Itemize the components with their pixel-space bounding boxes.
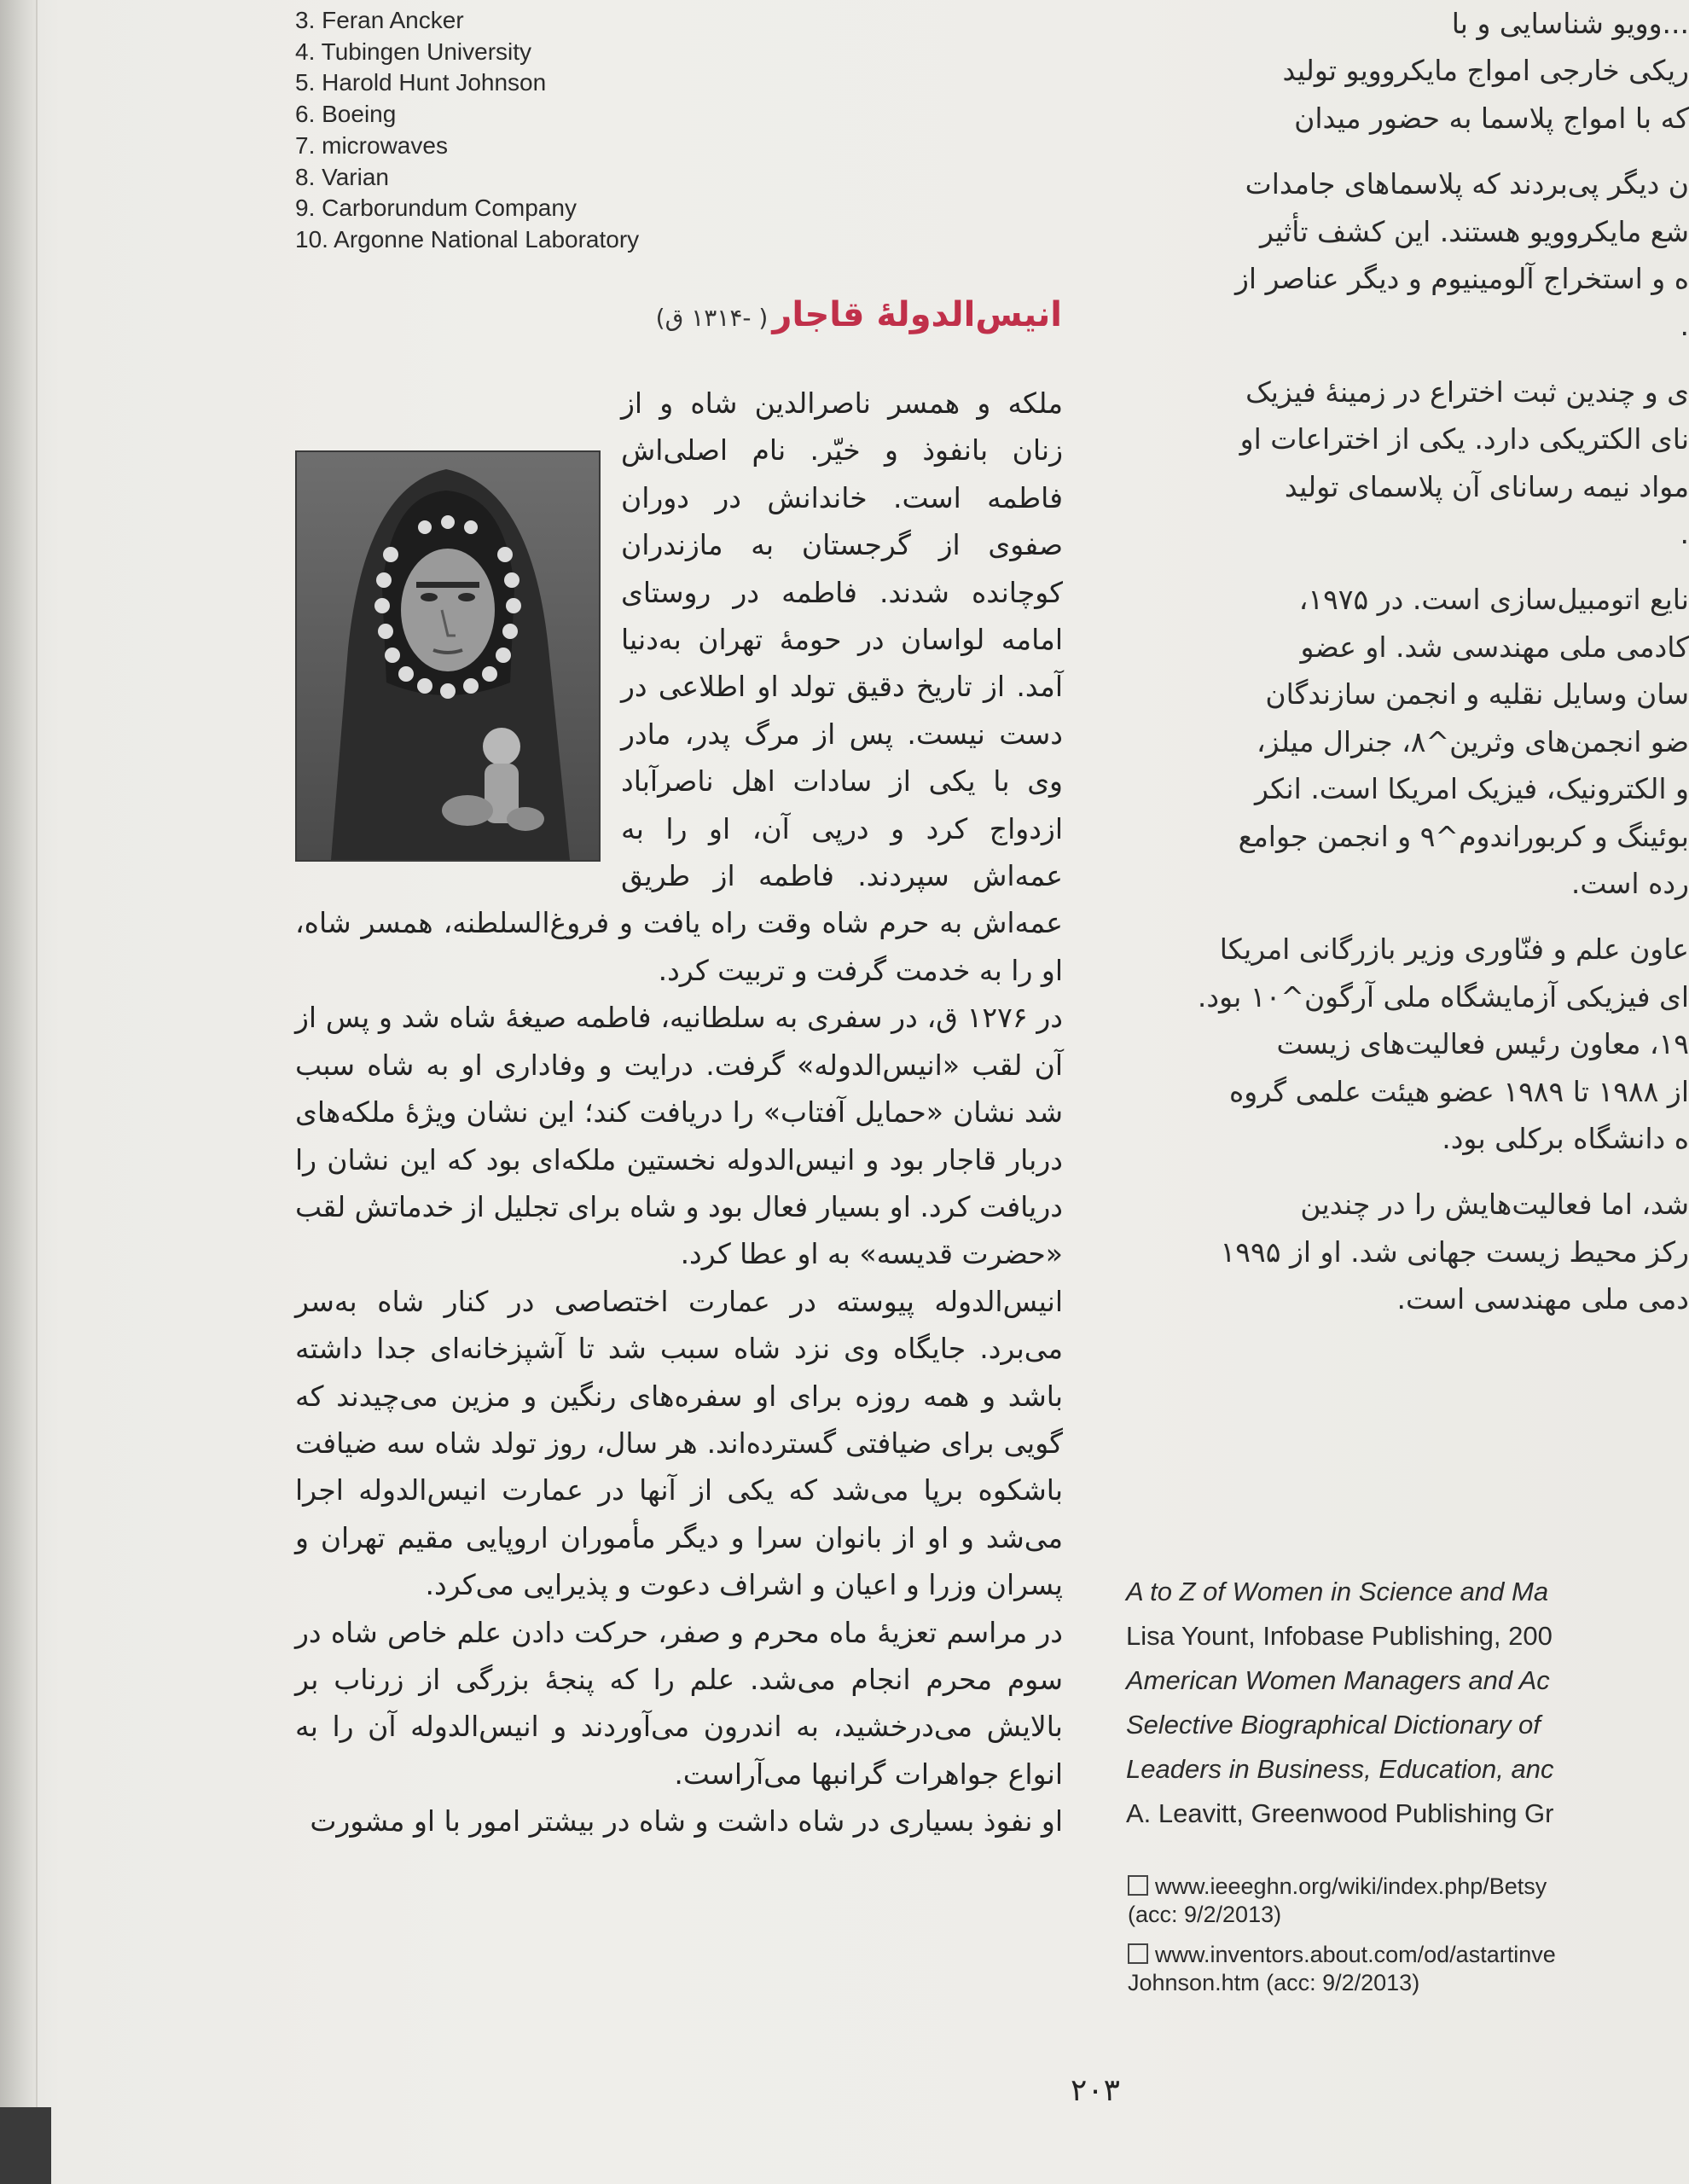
right-column-line: ه دانشگاه برکلی بود. <box>1442 1121 1689 1155</box>
right-column-line: ضو انجمن‌های وثرین^۸، جنرال میلز، <box>1257 724 1689 758</box>
right-column-line: ...وویو شناسایی و با <box>1451 7 1689 40</box>
right-column-text <box>1092 0 1689 1342</box>
right-column-line: . <box>1680 517 1689 551</box>
web-access-date: Johnson.htm (acc: 9/2/2013) <box>1128 1970 1420 1995</box>
article-body <box>295 380 1063 1845</box>
right-column-line: رکز محیط زیست جهانی شد. او از ۱۹۹۵ <box>1220 1234 1689 1269</box>
web-url: www.ieeeghn.org/wiki/index.php/Betsy <box>1155 1873 1547 1899</box>
right-column-paragraph <box>1092 1181 1689 1322</box>
paragraph: ملکه و همسر ناصرالدین شاه و از زنان بانفوذ و خیّر. نام اصلی‌اش فاطمه است. خاندانش در دوران صفوی از گرجستان به مازندران کوچانده شدند. فاطمه در روستای امامه لواسان در حومهٔ تهران به‌دنیا آمد. از تاریخ دقیق تولد او اطلاعی در دست نیست. پس از مرگ پدر، مادر وی با یکی از سادات اهل ناصرآباد ازدواج کرد و درپی آن، او را به عمه‌اش سپردند. فاطمه از طریق عمه‌اش به حرم شاه وقت راه یافت و فروغ‌السلطنه، همسر شاه، او را به خدمت گرفت و تربیت کرد. <box>295 386 1063 987</box>
reference-item: 10. Argonne National Laboratory <box>295 225 640 253</box>
right-column-paragraph <box>1092 0 1689 142</box>
reference-item: 5. Harold Hunt Johnson <box>295 69 547 96</box>
bibliography-line: American Women Managers and Ac <box>1126 1665 1550 1695</box>
reference-item: 8. Varian <box>295 163 389 190</box>
right-column-paragraph <box>1092 576 1689 907</box>
bibliography-line: A. Leavitt, Greenwood Publishing Gr <box>1126 1798 1554 1828</box>
right-column-line: شع مایکروویو هستند. این کشف تأثیر <box>1259 214 1689 248</box>
web-references <box>1128 1873 1638 2009</box>
web-url: www.inventors.about.com/od/astartinve <box>1155 1942 1556 1967</box>
book-gutter <box>0 0 38 2184</box>
web-reference <box>1128 1873 1638 1929</box>
right-column-line: ه و استخراج آلومینیوم و دیگر عناصر از <box>1235 262 1689 296</box>
reference-list <box>295 5 722 256</box>
right-column-line: ن دیگر پی‌بردند که پلاسماهای جامدات <box>1245 167 1689 201</box>
right-column-line: نایع اتومبیل‌سازی است. در ۱۹۷۵، <box>1298 583 1689 617</box>
bibliography-line: Leaders in Business, Education, anc <box>1126 1754 1554 1784</box>
portrait-photo <box>295 450 601 862</box>
paragraph: در مراسم تعزیهٔ ماه محرم و صفر، حرکت دادن علم خاص شاه در سوم محرم انجام می‌شد. علم را که پنجهٔ بزرگی از زرناب بر بالایش می‌درخشید، به اندرون می‌آوردند و انیس‌الدوله آن را به انواع جواهرات گرانبها می‌آراست. <box>295 1615 1063 1791</box>
reference-item: 3. Feran Ancker <box>295 7 464 33</box>
article-heading <box>656 295 1062 334</box>
checkbox-icon <box>1128 1875 1148 1896</box>
bibliography <box>1126 1570 1638 1836</box>
right-column-line: نای الکتریکی دارد. یکی از اختراعات او <box>1239 422 1689 456</box>
right-column-paragraph <box>1092 926 1689 1162</box>
right-column-line: شد، اما فعالیت‌هایش را در چندین <box>1300 1188 1689 1222</box>
reference-item: 9. Carborundum Company <box>295 195 577 222</box>
portrait-illustration <box>297 452 599 860</box>
article-dates: ( -۱۳۱۴ ق) <box>655 304 769 332</box>
reference-item: 7. microwaves <box>295 131 448 159</box>
bibliography-line: Selective Biographical Dictionary of <box>1126 1710 1541 1740</box>
paragraph: او نفوذ بسیاری در شاه داشت و شاه در بیشتر امور با او مشورت <box>310 1804 1063 1838</box>
right-column-line: که با امواج پلاسما به حضور میدان <box>1294 101 1689 135</box>
bibliography-line: A to Z of Women in Science and Ma <box>1126 1577 1549 1606</box>
right-column-line: ای فیزیکی آزمایشگاه ملی آرگون^۱۰ بود. <box>1197 979 1689 1014</box>
page-number: ۲۰۳ <box>1071 2073 1121 2108</box>
reference-item: 4. Tubingen University <box>295 38 532 65</box>
web-reference <box>1128 1941 1638 1997</box>
right-column-line: کادمی ملی مهندسی شد. او عضو <box>1300 630 1689 664</box>
right-column-line: رده است. <box>1570 866 1689 900</box>
right-column-line: عاون علم و فنّاوری وزیر بازرگانی امریکا <box>1219 932 1689 967</box>
right-column <box>1117 0 1689 1502</box>
right-column-line: ۱۹، معاون رئیس فعالیت‌های زیست <box>1276 1027 1689 1061</box>
right-column-line: ی و چندین ثبت اختراع در زمینهٔ فیزیک <box>1245 375 1689 409</box>
right-column-line: . <box>1680 309 1689 343</box>
right-column-line: سان وسایل نقلیه و انجمن سازندگان <box>1265 677 1689 712</box>
right-column-paragraph <box>1092 369 1689 558</box>
background-corner <box>0 2107 51 2184</box>
right-column-paragraph <box>1092 160 1689 350</box>
right-column-line: ریکی خارجی امواج مایکروویو تولید <box>1282 54 1689 88</box>
right-column-line: بوئینگ و کربوراندوم^۹ و انجمن جوامع <box>1238 819 1689 853</box>
checkbox-icon <box>1128 1943 1148 1964</box>
right-column-line: دمی ملی مهندسی است. <box>1396 1282 1689 1316</box>
right-column-line: مواد نیمه رسانای آن پلاسمای تولید <box>1284 469 1689 503</box>
article-title: انیس‌الدولهٔ قاجار <box>772 295 1062 334</box>
paragraph: در ۱۲۷۶ ق، در سفری به سلطانیه، فاطمه صیغهٔ شاه شد و پس از آن لقب «انیس‌الدوله» گرفت. درایت و وفاداری او به شاه سبب شد نشان «حمایل آفتاب» را دریافت کند؛ این نشان ویژهٔ ملکه‌های دربار قاجار بود و انیس‌الدوله نخستین ملکه‌ای بود که این نشان را دریافت کرد. او بسیار فعال بود و شاه برای تجلیل از خدماتش لقب «حضرت قدیسه» به او عطا کرد. <box>294 1001 1063 1271</box>
right-column-line: و الکترونیک، فیزیک امریکا است. انکر <box>1255 772 1689 806</box>
reference-item: 6. Boeing <box>295 101 397 128</box>
web-access-date: (acc: 9/2/2013) <box>1128 1902 1282 1927</box>
right-column-line: از ۱۹۸۸ تا ۱۹۸۹ عضو هیئت علمی گروه <box>1228 1074 1689 1108</box>
paragraph: انیس‌الدوله پیوسته در عمارت اختصاصی در کنار شاه به‌سر می‌برد. جایگاه وی نزد شاه سبب شد تا آشپزخانه‌ای جدا داشته باشد و همه روزه برای او سفره‌های رنگین و مزین می‌چیدند که گویی برای ضیافتی گسترده‌اند. هر سال، روز تولد شاه سه ضیافت باشکوه برپا می‌شد که یکی از آنها در عمارت انیس‌الدوله اجرا می‌شد و او از بانوان سرا و دیگر مأموران اروپایی مقیم تهران و پسران وزرا و اعیان و اشراف دعوت و پذیرایی می‌کرد. <box>295 1284 1063 1602</box>
bibliography-line: Lisa Yount, Infobase Publishing, 200 <box>1126 1621 1553 1651</box>
